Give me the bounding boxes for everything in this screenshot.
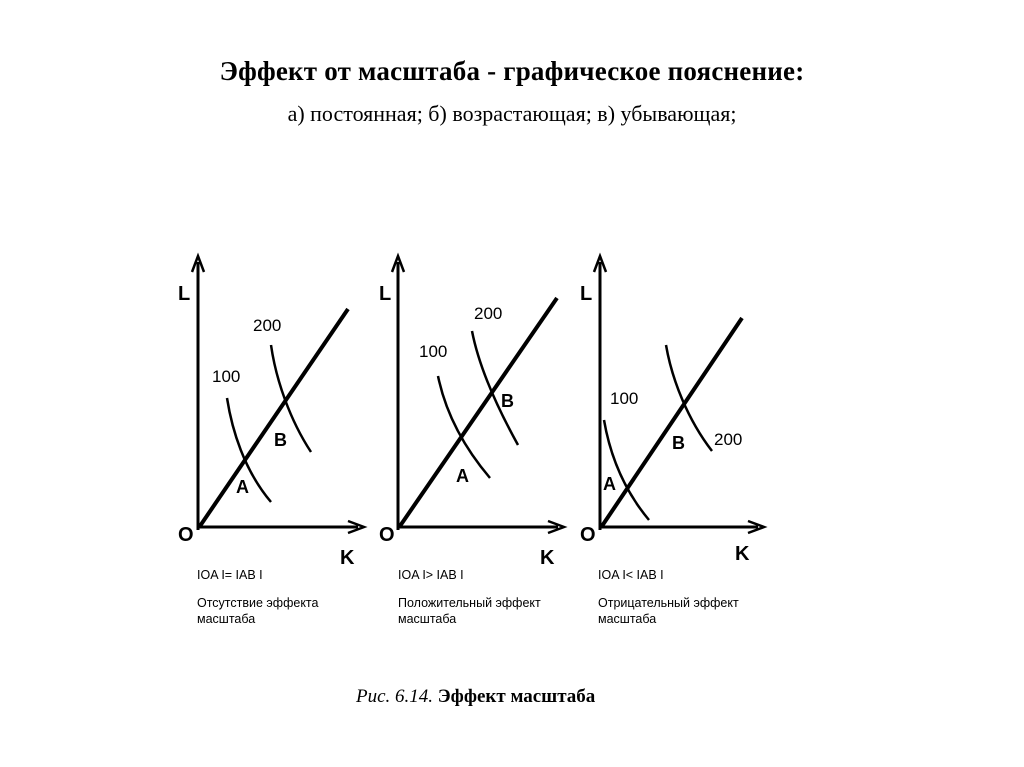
- panel-1-y-axis-label: L: [178, 283, 191, 305]
- panel-3-x-axis-label: K: [735, 543, 750, 565]
- panel-2-origin-label: O: [379, 524, 395, 546]
- panel-2-description: Положительный эффект масштаба: [398, 596, 541, 626]
- panel-3-point-a-label: A: [603, 474, 616, 494]
- panel-2-note: [398, 567, 548, 627]
- panel-3-origin-label: O: [580, 524, 596, 546]
- panel-2-isoquant-100-label: 100: [419, 342, 448, 361]
- panel-2-isoquant-200-label: 200: [474, 304, 503, 323]
- panel-1-isoquant-100: [227, 398, 271, 502]
- panel-2-point-a-label: A: [456, 466, 469, 486]
- panel-3-isoquant-100-label: 100: [610, 389, 639, 408]
- panel-3-y-axis-label: L: [580, 283, 593, 305]
- panel-1-note: [197, 567, 322, 627]
- panel-1-expansion-ray: [200, 309, 348, 526]
- panel-2-relation: IOA I> IAB I: [398, 568, 464, 582]
- panel-3-isoquant-100: [604, 420, 649, 520]
- panel-2-point-b-label: B: [501, 391, 514, 411]
- slide-title: Эффект от масштаба - графическое пояснение:: [219, 56, 805, 86]
- panel-3-relation: IOA I< IAB I: [598, 568, 664, 582]
- panel-3-expansion-ray: [602, 318, 742, 526]
- panel-2-expansion-ray: [400, 298, 557, 526]
- figure-caption-number: Рис. 6.14.: [356, 686, 434, 707]
- panel-1-isoquant-100-label: 100: [212, 367, 241, 386]
- panel-3-description: Отрицательный эффект масштаба: [598, 596, 739, 626]
- panel-3-note: [598, 567, 748, 627]
- panel-3-isoquant-200-label: 200: [714, 430, 743, 449]
- figure-caption-text: Эффект масштаба: [437, 686, 596, 707]
- panel-1-relation: IOA I= IAB I: [197, 568, 263, 582]
- panel-1-point-b-label: B: [274, 430, 287, 450]
- panel-2-x-axis-label: K: [540, 547, 555, 569]
- panel-3-point-b-label: B: [672, 433, 685, 453]
- panel-decreasing-returns: [580, 256, 764, 565]
- panel-1-origin-label: O: [178, 524, 194, 546]
- panel-1-isoquant-200-label: 200: [253, 316, 282, 335]
- panel-1-description: Отсутствие эффекта масштаба: [197, 596, 319, 626]
- panel-1-x-axis-label: K: [340, 547, 355, 569]
- panel-constant-returns: [178, 256, 364, 569]
- slide-subtitle: а) постоянная; б) возрастающая; в) убывающая;: [287, 101, 737, 126]
- figure-caption: [356, 686, 595, 708]
- panel-increasing-returns: [379, 256, 564, 569]
- panel-2-y-axis-label: L: [379, 283, 392, 305]
- panel-1-point-a-label: A: [236, 477, 249, 497]
